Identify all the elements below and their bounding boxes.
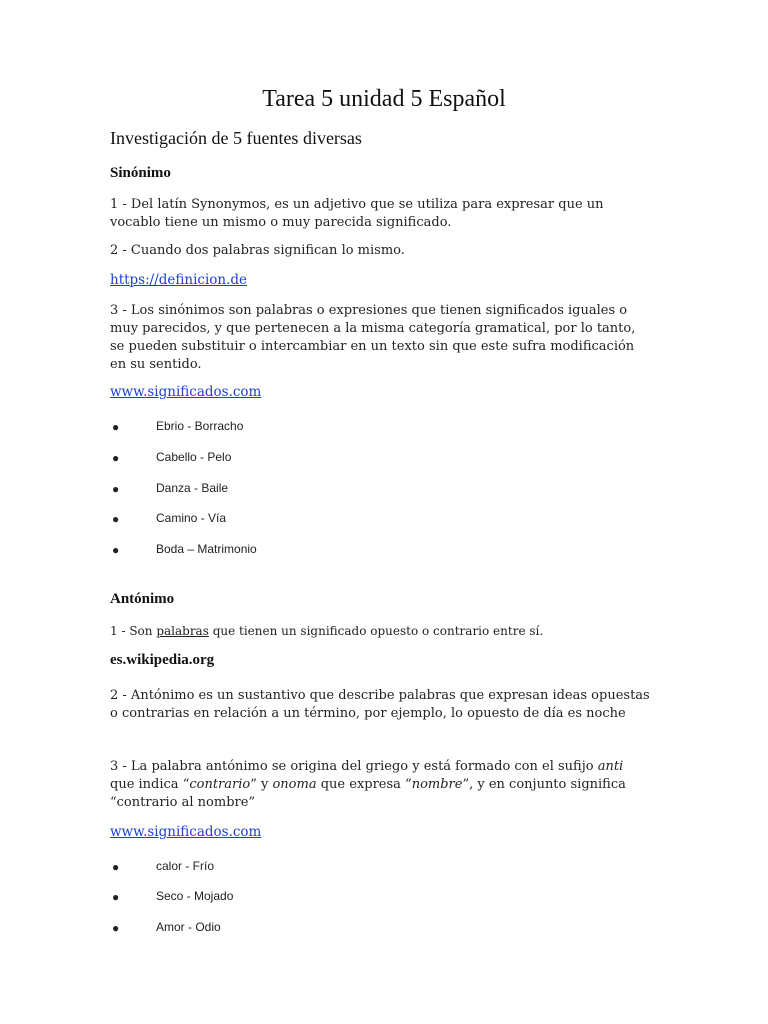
list-item: Amor - Odio bbox=[156, 920, 221, 934]
link-definicion[interactable]: https://definicion.de bbox=[110, 272, 248, 288]
bullet-icon: ● bbox=[112, 921, 120, 935]
list-item: Danza - Baile bbox=[156, 481, 229, 495]
bullet-icon: ● bbox=[112, 420, 120, 434]
bullet-icon: ● bbox=[112, 512, 120, 526]
synonym-paragraph-1: 1 - Del latín Synonymos, es un adjetivo que se utiliza para expresar que un vocablo tiene un mismo o muy parecida significado. bbox=[110, 197, 604, 230]
bullet-icon: ● bbox=[112, 890, 120, 904]
section-heading: Investigación de 5 fuentes diversas bbox=[110, 128, 362, 148]
list-item: Camino - Vía bbox=[156, 511, 227, 525]
bullet-icon: ● bbox=[112, 860, 120, 874]
page-title: Tarea 5 unidad 5 Español bbox=[262, 86, 506, 112]
bullet-icon: ● bbox=[112, 482, 120, 496]
list-item: Cabello - Pelo bbox=[156, 450, 232, 464]
list-item: calor - Frío bbox=[156, 859, 215, 873]
bullet-icon: ● bbox=[112, 543, 120, 557]
list-item: Boda – Matrimonio bbox=[156, 542, 257, 556]
synonym-heading: Sinónimo bbox=[110, 165, 171, 181]
bullet-icon: ● bbox=[112, 451, 120, 465]
list-item: Ebrio - Borracho bbox=[156, 419, 244, 433]
antonym-paragraph-3: 3 - La palabra antónimo se origina del griego y está formado con el sufijo anti que indica “contrario” y onoma que expresa “nombre”, y en conjunto significa “contrario al nombre” bbox=[110, 759, 626, 810]
link-significados-2[interactable]: www.significados.com bbox=[110, 824, 262, 840]
synonym-paragraph-3: 3 - Los sinónimos son palabras o expresiones que tienen significados iguales o muy parecidos, y que pertenecen a la misma categoría gramatical, por lo tanto, se pueden substituir o intercambiar en un texto sin que este sufra modificación en su sentido. bbox=[110, 303, 636, 372]
antonym-heading: Antónimo bbox=[110, 591, 175, 607]
synonym-paragraph-2: 2 - Cuando dos palabras significan lo mismo. bbox=[110, 243, 405, 258]
source-heading: es.wikipedia.org bbox=[110, 652, 215, 668]
link-significados[interactable]: www.significados.com bbox=[110, 384, 262, 400]
list-item: Seco - Mojado bbox=[156, 889, 234, 903]
antonym-paragraph-1: 1 - Son palabras que tienen un significado opuesto o contrario entre sí. bbox=[110, 624, 544, 638]
antonym-paragraph-2: 2 - Antónimo es un sustantivo que describe palabras que expresan ideas opuestas o contrarias en relación a un término, por ejemplo, lo opuesto de día es noche bbox=[110, 688, 650, 721]
